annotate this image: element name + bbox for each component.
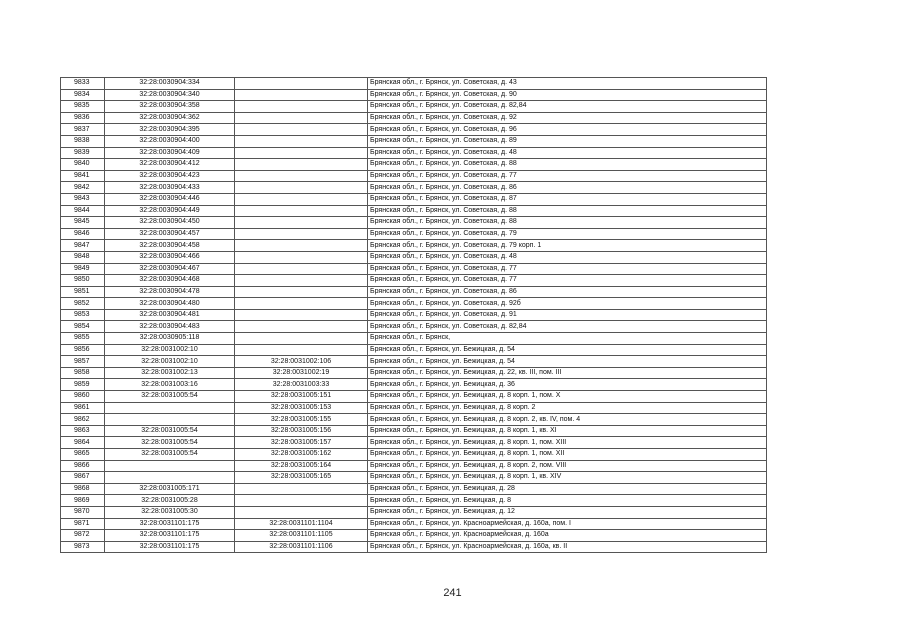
address-cell: Брянская обл., г. Брянск, ул. Советская, д. 88 (368, 217, 767, 229)
address-cell: Брянская обл., г. Брянск, ул. Советская, д. 48 (368, 251, 767, 263)
cadastral-number-cell: 32:28:0030904:458 (105, 240, 235, 252)
sub-cadastral-number-cell (235, 483, 368, 495)
table-row (61, 112, 767, 124)
cadastral-number-cell: 32:28:0031005:54 (105, 391, 235, 403)
cadastral-number-cell: 32:28:0031005:54 (105, 437, 235, 449)
table-row (61, 193, 767, 205)
sub-cadastral-number-cell (235, 495, 368, 507)
row-number-cell: 9834 (61, 89, 105, 101)
sub-cadastral-number-cell (235, 205, 368, 217)
table-row (61, 182, 767, 194)
row-number-cell: 9839 (61, 147, 105, 159)
cadastral-number-cell: 32:28:0031101:175 (105, 530, 235, 542)
address-cell: Брянская обл., г. Брянск, ул. Бежицкая, д. 8 (368, 495, 767, 507)
cadastral-number-cell: 32:28:0031002:10 (105, 356, 235, 368)
table-row (61, 101, 767, 113)
table-row (61, 414, 767, 426)
cadastral-number-cell (105, 414, 235, 426)
cadastral-number-cell: 32:28:0030904:478 (105, 286, 235, 298)
address-cell: Брянская обл., г. Брянск, ул. Советская, д. 92 (368, 112, 767, 124)
table-row (61, 379, 767, 391)
sub-cadastral-number-cell: 32:28:0031005:156 (235, 425, 368, 437)
cadastral-number-cell: 32:28:0031002:10 (105, 344, 235, 356)
row-number-cell: 9869 (61, 495, 105, 507)
table-row (61, 483, 767, 495)
table-row (61, 217, 767, 229)
address-cell: Брянская обл., г. Брянск, ул. Бежицкая, д. 36 (368, 379, 767, 391)
address-cell: Брянская обл., г. Брянск, ул. Советская, д. 88 (368, 205, 767, 217)
address-cell: Брянская обл., г. Брянск, ул. Советская, д. 82,84 (368, 321, 767, 333)
address-cell: Брянская обл., г. Брянск, ул. Советская, д. 92б (368, 298, 767, 310)
row-number-cell: 9868 (61, 483, 105, 495)
sub-cadastral-number-cell: 32:28:0031002:106 (235, 356, 368, 368)
sub-cadastral-number-cell (235, 506, 368, 518)
cadastral-number-cell (105, 402, 235, 414)
row-number-cell: 9838 (61, 135, 105, 147)
row-number-cell: 9840 (61, 159, 105, 171)
cadastral-number-cell: 32:28:0030904:358 (105, 101, 235, 113)
cadastral-number-cell: 32:28:0031003:16 (105, 379, 235, 391)
sub-cadastral-number-cell (235, 170, 368, 182)
row-number-cell: 9836 (61, 112, 105, 124)
cadastral-number-cell: 32:28:0031101:175 (105, 518, 235, 530)
table-row (61, 425, 767, 437)
sub-cadastral-number-cell: 32:28:0031003:33 (235, 379, 368, 391)
sub-cadastral-number-cell (235, 321, 368, 333)
address-cell: Брянская обл., г. Брянск, ул. Советская, д. 82,84 (368, 101, 767, 113)
table-row (61, 309, 767, 321)
cadastral-number-cell: 32:28:0030904:483 (105, 321, 235, 333)
address-cell: Брянская обл., г. Брянск, ул. Советская, д. 86 (368, 182, 767, 194)
sub-cadastral-number-cell (235, 298, 368, 310)
sub-cadastral-number-cell (235, 135, 368, 147)
row-number-cell: 9852 (61, 298, 105, 310)
sub-cadastral-number-cell: 32:28:0031005:157 (235, 437, 368, 449)
cadastral-number-cell: 32:28:0031101:175 (105, 541, 235, 553)
address-cell: Брянская обл., г. Брянск, ул. Бежицкая, д. 8 корп. 1, пом. XII (368, 449, 767, 461)
cadastral-number-cell: 32:28:0030904:400 (105, 135, 235, 147)
row-number-cell: 9853 (61, 309, 105, 321)
row-number-cell: 9862 (61, 414, 105, 426)
address-cell: Брянская обл., г. Брянск, ул. Советская, д. 77 (368, 170, 767, 182)
sub-cadastral-number-cell: 32:28:0031005:164 (235, 460, 368, 472)
sub-cadastral-number-cell: 32:28:0031101:1106 (235, 541, 368, 553)
table-row (61, 541, 767, 553)
cadastral-number-cell: 32:28:0031005:28 (105, 495, 235, 507)
table-row (61, 228, 767, 240)
table-row (61, 89, 767, 101)
address-cell: Брянская обл., г. Брянск, ул. Красноармейская, д. 160а, кв. II (368, 541, 767, 553)
table-row (61, 460, 767, 472)
cadastral-number-cell: 32:28:0030904:412 (105, 159, 235, 171)
table-row (61, 251, 767, 263)
address-cell: Брянская обл., г. Брянск, ул. Советская, д. 91 (368, 309, 767, 321)
row-number-cell: 9856 (61, 344, 105, 356)
address-cell: Брянская обл., г. Брянск, ул. Бежицкая, д. 8 корп. 1, пом. X (368, 391, 767, 403)
row-number-cell: 9835 (61, 101, 105, 113)
row-number-cell: 9846 (61, 228, 105, 240)
row-number-cell: 9859 (61, 379, 105, 391)
cadastral-number-cell: 32:28:0030904:409 (105, 147, 235, 159)
cadastral-number-cell: 32:28:0030904:468 (105, 275, 235, 287)
address-cell: Брянская обл., г. Брянск, ул. Советская, д. 79 корп. 1 (368, 240, 767, 252)
row-number-cell: 9870 (61, 506, 105, 518)
sub-cadastral-number-cell: 32:28:0031005:151 (235, 391, 368, 403)
cadastral-number-cell: 32:28:0031005:54 (105, 449, 235, 461)
address-cell: Брянская обл., г. Брянск, ул. Советская, д. 96 (368, 124, 767, 136)
sub-cadastral-number-cell (235, 159, 368, 171)
registry-table-body (61, 78, 767, 553)
row-number-cell: 9842 (61, 182, 105, 194)
row-number-cell: 9847 (61, 240, 105, 252)
address-cell: Брянская обл., г. Брянск, ул. Советская, д. 43 (368, 78, 767, 90)
address-cell: Брянская обл., г. Брянск, ул. Советская, д. 77 (368, 275, 767, 287)
table-row (61, 449, 767, 461)
sub-cadastral-number-cell (235, 147, 368, 159)
table-row (61, 391, 767, 403)
table-row (61, 367, 767, 379)
sub-cadastral-number-cell: 32:28:0031101:1105 (235, 530, 368, 542)
row-number-cell: 9848 (61, 251, 105, 263)
address-cell: Брянская обл., г. Брянск, ул. Советская, д. 88 (368, 159, 767, 171)
sub-cadastral-number-cell: 32:28:0031005:153 (235, 402, 368, 414)
sub-cadastral-number-cell (235, 228, 368, 240)
sub-cadastral-number-cell (235, 182, 368, 194)
cadastral-number-cell: 32:28:0030904:446 (105, 193, 235, 205)
cadastral-number-cell: 32:28:0031005:30 (105, 506, 235, 518)
table-row (61, 321, 767, 333)
row-number-cell: 9845 (61, 217, 105, 229)
table-row (61, 344, 767, 356)
table-row (61, 78, 767, 90)
cadastral-number-cell: 32:28:0030904:423 (105, 170, 235, 182)
cadastral-number-cell: 32:28:0030905:118 (105, 333, 235, 345)
cadastral-number-cell: 32:28:0030904:334 (105, 78, 235, 90)
row-number-cell: 9857 (61, 356, 105, 368)
table-row (61, 437, 767, 449)
table-row (61, 356, 767, 368)
cadastral-number-cell: 32:28:0030904:457 (105, 228, 235, 240)
cadastral-number-cell: 32:28:0030904:449 (105, 205, 235, 217)
sub-cadastral-number-cell (235, 101, 368, 113)
row-number-cell: 9873 (61, 541, 105, 553)
address-cell: Брянская обл., г. Брянск, ул. Советская, д. 79 (368, 228, 767, 240)
address-cell: Брянская обл., г. Брянск, ул. Бежицкая, д. 22, кв. III, пом. III (368, 367, 767, 379)
table-row (61, 135, 767, 147)
table-row (61, 124, 767, 136)
sub-cadastral-number-cell: 32:28:0031101:1104 (235, 518, 368, 530)
row-number-cell: 9871 (61, 518, 105, 530)
cadastral-number-cell: 32:28:0030904:467 (105, 263, 235, 275)
sub-cadastral-number-cell (235, 275, 368, 287)
table-row (61, 472, 767, 484)
cadastral-number-cell: 32:28:0030904:433 (105, 182, 235, 194)
table-row (61, 506, 767, 518)
cadastral-number-cell: 32:28:0030904:466 (105, 251, 235, 263)
address-cell: Брянская обл., г. Брянск, ул. Бежицкая, д. 12 (368, 506, 767, 518)
sub-cadastral-number-cell (235, 124, 368, 136)
address-cell: Брянская обл., г. Брянск, ул. Бежицкая, д. 8 корп. 2 (368, 402, 767, 414)
sub-cadastral-number-cell (235, 89, 368, 101)
row-number-cell: 9841 (61, 170, 105, 182)
row-number-cell: 9855 (61, 333, 105, 345)
sub-cadastral-number-cell: 32:28:0031005:155 (235, 414, 368, 426)
row-number-cell: 9863 (61, 425, 105, 437)
table-row (61, 205, 767, 217)
address-cell: Брянская обл., г. Брянск, ул. Советская, д. 89 (368, 135, 767, 147)
row-number-cell: 9844 (61, 205, 105, 217)
cadastral-number-cell: 32:28:0031005:54 (105, 425, 235, 437)
row-number-cell: 9843 (61, 193, 105, 205)
sub-cadastral-number-cell (235, 309, 368, 321)
address-cell: Брянская обл., г. Брянск, ул. Красноармейская, д. 160а (368, 530, 767, 542)
table-row (61, 286, 767, 298)
address-cell: Брянская обл., г. Брянск, ул. Бежицкая, д. 8 корп. 1, кв. XIV (368, 472, 767, 484)
cadastral-number-cell: 32:28:0030904:481 (105, 309, 235, 321)
address-cell: Брянская обл., г. Брянск, ул. Советская, д. 86 (368, 286, 767, 298)
address-cell: Брянская обл., г. Брянск, ул. Советская, д. 87 (368, 193, 767, 205)
page-number: 241 (443, 587, 462, 599)
row-number-cell: 9854 (61, 321, 105, 333)
cadastral-number-cell: 32:28:0030904:450 (105, 217, 235, 229)
sub-cadastral-number-cell (235, 344, 368, 356)
row-number-cell: 9866 (61, 460, 105, 472)
address-cell: Брянская обл., г. Брянск, ул. Бежицкая, д. 8 корп. 2, кв. IV, пом. 4 (368, 414, 767, 426)
address-cell: Брянская обл., г. Брянск, ул. Бежицкая, д. 8 корп. 1, кв. XI (368, 425, 767, 437)
row-number-cell: 9865 (61, 449, 105, 461)
row-number-cell: 9851 (61, 286, 105, 298)
sub-cadastral-number-cell (235, 112, 368, 124)
cadastral-number-cell: 32:28:0031005:171 (105, 483, 235, 495)
cadastral-number-cell: 32:28:0030904:395 (105, 124, 235, 136)
row-number-cell: 9837 (61, 124, 105, 136)
address-cell: Брянская обл., г. Брянск, ул. Красноармейская, д. 160а, пом. I (368, 518, 767, 530)
cadastral-number-cell: 32:28:0030904:362 (105, 112, 235, 124)
registry-table (60, 77, 767, 553)
row-number-cell: 9850 (61, 275, 105, 287)
sub-cadastral-number-cell (235, 217, 368, 229)
address-cell: Брянская обл., г. Брянск, ул. Советская, д. 48 (368, 147, 767, 159)
row-number-cell: 9849 (61, 263, 105, 275)
sub-cadastral-number-cell: 32:28:0031005:162 (235, 449, 368, 461)
sub-cadastral-number-cell (235, 78, 368, 90)
table-row (61, 495, 767, 507)
address-cell: Брянская обл., г. Брянск, ул. Советская, д. 77 (368, 263, 767, 275)
address-cell: Брянская обл., г. Брянск, ул. Бежицкая, д. 54 (368, 344, 767, 356)
row-number-cell: 9858 (61, 367, 105, 379)
row-number-cell: 9867 (61, 472, 105, 484)
table-row (61, 530, 767, 542)
sub-cadastral-number-cell (235, 333, 368, 345)
sub-cadastral-number-cell (235, 193, 368, 205)
table-row (61, 333, 767, 345)
table-row (61, 298, 767, 310)
cadastral-number-cell: 32:28:0031002:13 (105, 367, 235, 379)
table-row (61, 240, 767, 252)
sub-cadastral-number-cell (235, 240, 368, 252)
sub-cadastral-number-cell (235, 286, 368, 298)
address-cell: Брянская обл., г. Брянск, ул. Бежицкая, д. 8 корп. 2, пом. VIII (368, 460, 767, 472)
sub-cadastral-number-cell (235, 251, 368, 263)
cadastral-number-cell (105, 460, 235, 472)
cadastral-number-cell: 32:28:0030904:480 (105, 298, 235, 310)
sub-cadastral-number-cell (235, 263, 368, 275)
table-row (61, 402, 767, 414)
row-number-cell: 9833 (61, 78, 105, 90)
table-row (61, 147, 767, 159)
address-cell: Брянская обл., г. Брянск, ул. Советская, д. 90 (368, 89, 767, 101)
address-cell: Брянская обл., г. Брянск, (368, 333, 767, 345)
address-cell: Брянская обл., г. Брянск, ул. Бежицкая, д. 8 корп. 1, пом. XIII (368, 437, 767, 449)
cadastral-number-cell (105, 472, 235, 484)
table-row (61, 518, 767, 530)
row-number-cell: 9861 (61, 402, 105, 414)
address-cell: Брянская обл., г. Брянск, ул. Бежицкая, д. 54 (368, 356, 767, 368)
sub-cadastral-number-cell: 32:28:0031002:19 (235, 367, 368, 379)
cadastral-number-cell: 32:28:0030904:340 (105, 89, 235, 101)
sub-cadastral-number-cell: 32:28:0031005:165 (235, 472, 368, 484)
row-number-cell: 9860 (61, 391, 105, 403)
table-row (61, 263, 767, 275)
table-row (61, 170, 767, 182)
address-cell: Брянская обл., г. Брянск, ул. Бежицкая, д. 28 (368, 483, 767, 495)
table-row (61, 275, 767, 287)
table-row (61, 159, 767, 171)
row-number-cell: 9864 (61, 437, 105, 449)
row-number-cell: 9872 (61, 530, 105, 542)
